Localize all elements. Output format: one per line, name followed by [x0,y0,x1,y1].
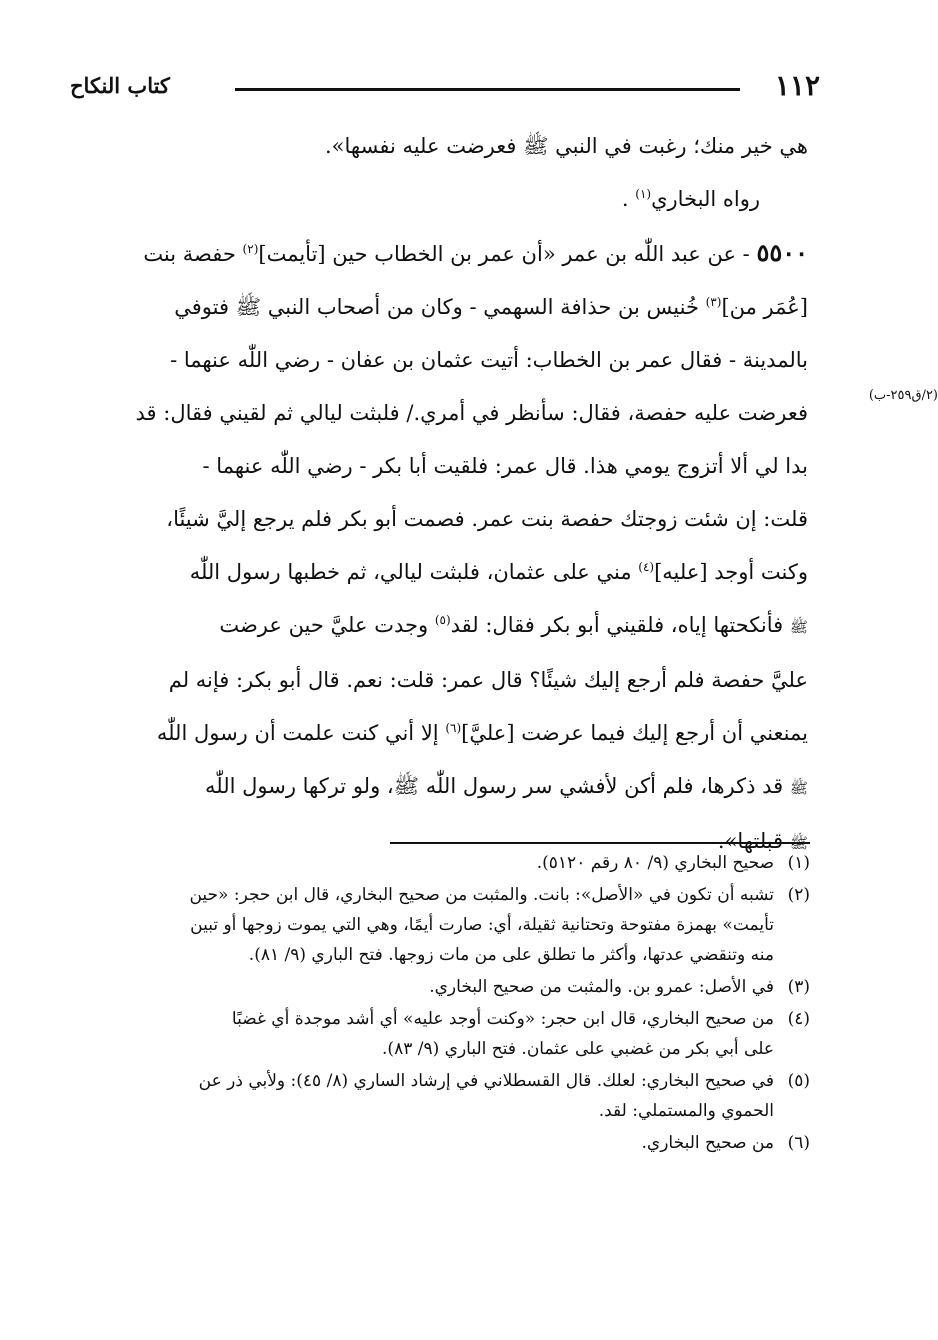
footnote-line: صحيح البخاري (٩/ ٨٠ رقم ٥١٢٠). [536,853,774,873]
footnote [80,880,810,970]
text-fragment: إلا أني كنت علمت أن رسول اللّٰه [156,721,446,745]
header-rule [235,88,740,91]
footnote-line: في الأصل: عمرو بن. والمثبت من صحيح البخاري. [429,977,774,997]
footnote-number: (٥) [787,1071,810,1091]
salutation-glyph: ﷺ [789,779,808,797]
text-line-content: وكنت أوجد [عليه] [654,560,808,584]
text-line-content: عليَّ حفصة فلم أرجع إليك شيئًا؟ قال عمر: قلت: نعم. قال أبو بكر: فإنه لم [168,668,808,692]
text-line-content: فأنكحتها إياه، فلقيني أبو بكر فقال: لقد [450,613,784,637]
footnote [80,972,810,1002]
hadith-number: ٥٥٠٠ [756,238,808,267]
text-line [78,173,808,226]
main-text [78,120,808,870]
text-line [78,546,808,599]
text-line-content: يمنعني أن أرجع إليك فيما عرضت [عليَّ] [461,721,808,745]
text-line-content: بالمدينة - فقال عمر بن الخطاب: أتيت عثمان بن عفان - رضي اللّٰه عنهما - [170,348,808,372]
page-header [70,66,820,110]
footnote-number: (٦) [787,1133,810,1153]
footnote-ref: (٥) [434,613,451,627]
footnote [80,1066,810,1126]
footnote-line: على أبي بكر من غضبي على عثمان. فتح الباري (٩/ ٨٣). [382,1039,774,1059]
text-fragment: وجدت عليَّ حين عرضت [219,613,435,637]
text-line [78,120,808,173]
salutation-glyph: ﷺ [789,618,808,636]
footnote-ref: (٤) [638,560,655,574]
text-line-content: هي خير منك؛ رغبت في النبي ﷺ فعرضت عليه نفسها». [324,134,808,158]
page-number: ١١٢ [774,69,820,102]
text-line [78,334,808,387]
footnotes [80,848,810,1160]
footnote-line: الحموي والمستملي: لقد. [598,1101,774,1121]
text-fragment: - [735,242,757,266]
text-fragment: مني على عثمان، فلبثت ليالي، ثم خطبها رسول اللّٰه [189,560,639,584]
text-line [78,493,808,546]
text-line [78,387,808,440]
footnote-ref: (١) [635,187,652,201]
text-line-content: قد ذكرها، فلم أكن لأفشي سر رسول اللّٰه ﷺ، ولو تركها رسول اللّٰه [205,774,784,798]
footnote-line: في صحيح البخاري: لعلك. قال القسطلاني في إرشاد الساري (٨/ ٤٥): ولأبي ذر عن [198,1071,774,1091]
text-line [78,599,808,654]
salutation-glyph: ﷺ [789,834,808,852]
text-line-content: قبلتها». [717,829,784,853]
footnote [80,848,810,878]
text-line-content: فعرضت عليه حفصة، فقال: سأنظر في أمري./ فلبثت ليالي ثم لقيني فقال: قد [135,401,808,425]
text-line-content: رواه البخاري [651,187,760,211]
text-fragment: خُنيس بن حذافة السهمي - وكان من أصحاب النبي ﷺ فتوفي [174,295,706,319]
footnote-line: من صحيح البخاري، قال ابن حجر: «وكنت أوجد عليه» أي أشد موجدة أي غضبًا [231,1009,774,1029]
text-line [78,440,808,493]
footnote-number: (٣) [787,977,810,997]
text-line-content: بدا لي ألا أتزوج يومي هذا. قال عمر: فلقيت أبا بكر - رضي اللّٰه عنهما - [202,454,808,478]
footnote-separator [390,842,810,844]
footnote-line: منه وتنقضي عدتها، وأكثر ما تطلق على من مات زوجها. فتح الباري (٩/ ٨١). [248,945,774,965]
footnote [80,1004,810,1064]
text-line-content: قلت: إن شئت زوجتك حفصة بنت عمر. فصمت أبو بكر فلم يرجع إليَّ شيئًا، [166,507,808,531]
footnote-number: (٤) [787,1009,810,1029]
footnote-line: من صحيح البخاري. [641,1133,774,1153]
book-title: كتاب النكاح [70,73,170,98]
text-line [78,707,808,760]
manuscript-folio-note: (٢/ق٢٥٩-ب) [868,388,938,403]
footnote-line: تشبه أن تكون في «الأصل»: بانت. والمثبت من صحيح البخاري، قال ابن حجر: «حين [189,885,774,905]
footnote-line: تأيمت» بهمزة مفتوحة وتحتانية ثقيلة، أي: صارت أيمًا، وهي التي يموت زوجها أو تبين [190,915,774,935]
text-line [78,654,808,707]
text-fragment: . [621,187,636,211]
text-line [78,760,808,815]
text-line-content: عن عبد اللّٰه بن عمر «أن عمر بن الخطاب حين [تأيمت] [258,242,736,266]
text-line-content: [عُمَر من] [721,295,808,319]
text-line [78,226,808,281]
footnote-number: (١) [787,853,810,873]
footnote [80,1128,810,1158]
text-line [78,281,808,334]
footnote-ref: (٢) [242,242,259,256]
footnote-ref: (٦) [445,721,462,735]
text-fragment: حفصة بنت [143,242,243,266]
footnote-number: (٢) [787,885,810,905]
footnote-ref: (٣) [705,295,722,309]
